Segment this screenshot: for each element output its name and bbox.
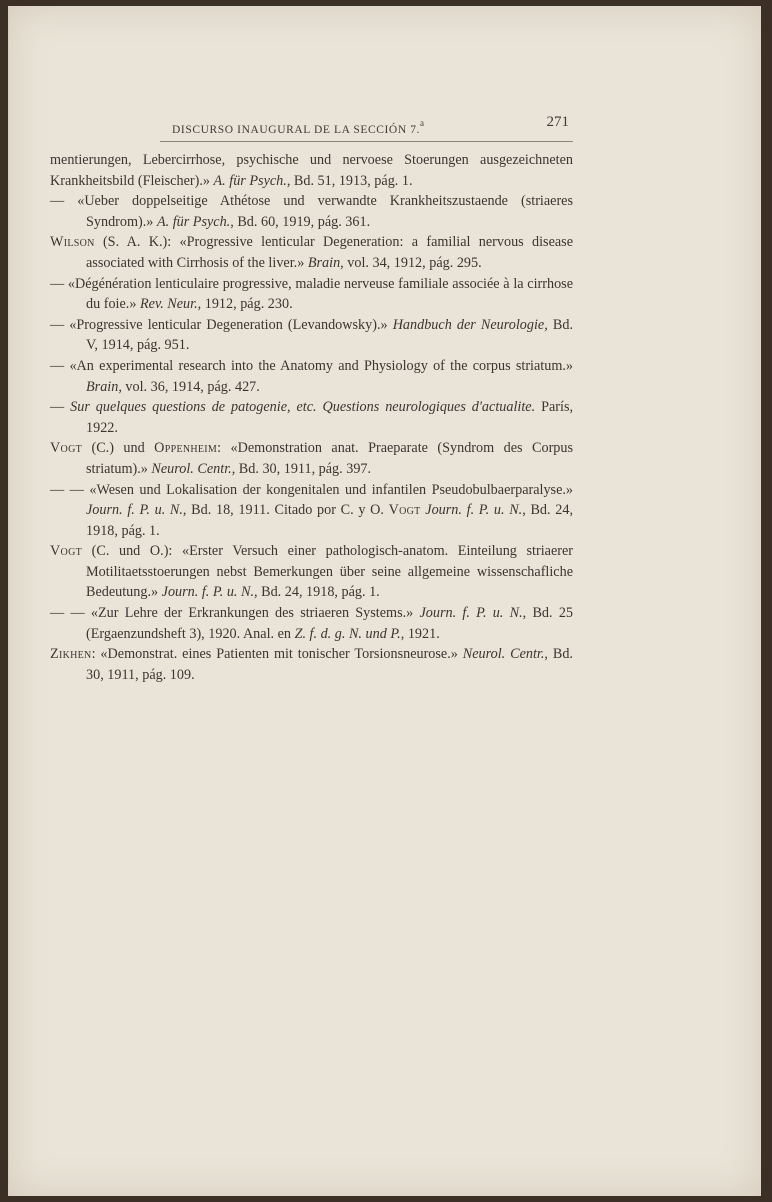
reference-entry: Zikhen: «Demonstrat. eines Patienten mit tonischer Torsionsneurose.» Neurol. Centr., Bd. 30, 1911, pág. 109. xyxy=(50,646,573,683)
running-title: DISCURSO INAUGURAL DE LA SECCIÓN 7.$^a$ xyxy=(172,118,425,136)
author-name: Oppenheim xyxy=(154,440,218,457)
reference-entry: Wilson (S. A. K.): «Progressive lenticular Degeneration: a familial nervous disease associated with Cirrhosis of the liver.» Brain, vol. 34, 1912, pág. 295. xyxy=(50,234,573,271)
bibliography-list xyxy=(50,150,573,685)
reference-entry: — Sur quelques questions de patogenie, etc. Questions neurologiques d'actualite. París, 1922. xyxy=(50,399,574,436)
reference-entry: — «Progressive lenticular Degeneration (Levandowsky).» Handbuch der Neurologie, Bd. V, 1914, pág. 951. xyxy=(50,316,573,354)
reference-entry: Vogt (C. und O.): «Erster Versuch einer pathologisch-anatom. Einteilung striaerer Motilitaetsstoerungen nebst Bemerkungen über seine allgemeine wissenschafliche Bedeutung.» Journ. f. P. u. N., Bd. 24, 1918, pág. 1. xyxy=(50,543,573,601)
author-name: Zikhen xyxy=(50,646,92,663)
author-name: Vogt xyxy=(50,440,82,457)
running-title-superscript: a xyxy=(420,118,425,128)
header-rule xyxy=(160,141,573,142)
reference-entry: — «Ueber doppelseitige Athétose und verwandte Krankheitszustaende (striaeres Syndrom).» A. für Psych., Bd. 60, 1919, pág. 361. xyxy=(50,193,573,230)
reference-entry: Vogt (C.) und Oppenheim: «Demonstration anat. Praeparate (Syndrom des Corpus striatum).» Neurol. Centr., Bd. 30, 1911, pág. 397. xyxy=(50,440,574,477)
author-name: Wilson xyxy=(50,234,95,251)
reference-entry: — «An experimental research into the Anatomy and Physiology of the corpus striatum.» Brain, vol. 36, 1914, pág. 427. xyxy=(50,357,573,395)
reference-entry: — «Dégénération lenticulaire progressive, maladie nerveuse familiale associée à la cirrhose du foie.» Rev. Neur., 1912, pág. 230. xyxy=(50,275,573,313)
reference-entry: — — «Zur Lehre der Erkrankungen des striaeren Systems.» Journ. f. P. u. N., Bd. 25 (Ergaenzundsheft 3), 1920. Anal. en Z. f. d. g. N. und P., 1921. xyxy=(50,605,574,642)
author-name: Vogt xyxy=(50,543,82,560)
author-name: Vogt xyxy=(388,502,421,519)
running-header xyxy=(160,112,573,142)
reference-entry: — — «Wesen und Lokalisation der kongenitalen und infantilen Pseudobulbaerparalyse.» Journ. f. P. u. N., Bd. 18, 1911. Citado por C. y O. Vogt Journ. f. P. u. N., Bd. 24, 1918, pág. 1. xyxy=(50,481,574,539)
reference-entry: mentierungen, Lebercirrhose, psychische und nervoese Stoerungen ausgezeichneten Krankheitsbild (Fleischer).» A. für Psych., Bd. 51, 1913, pág. 1. xyxy=(50,152,573,189)
page-number: 271 xyxy=(546,114,569,130)
